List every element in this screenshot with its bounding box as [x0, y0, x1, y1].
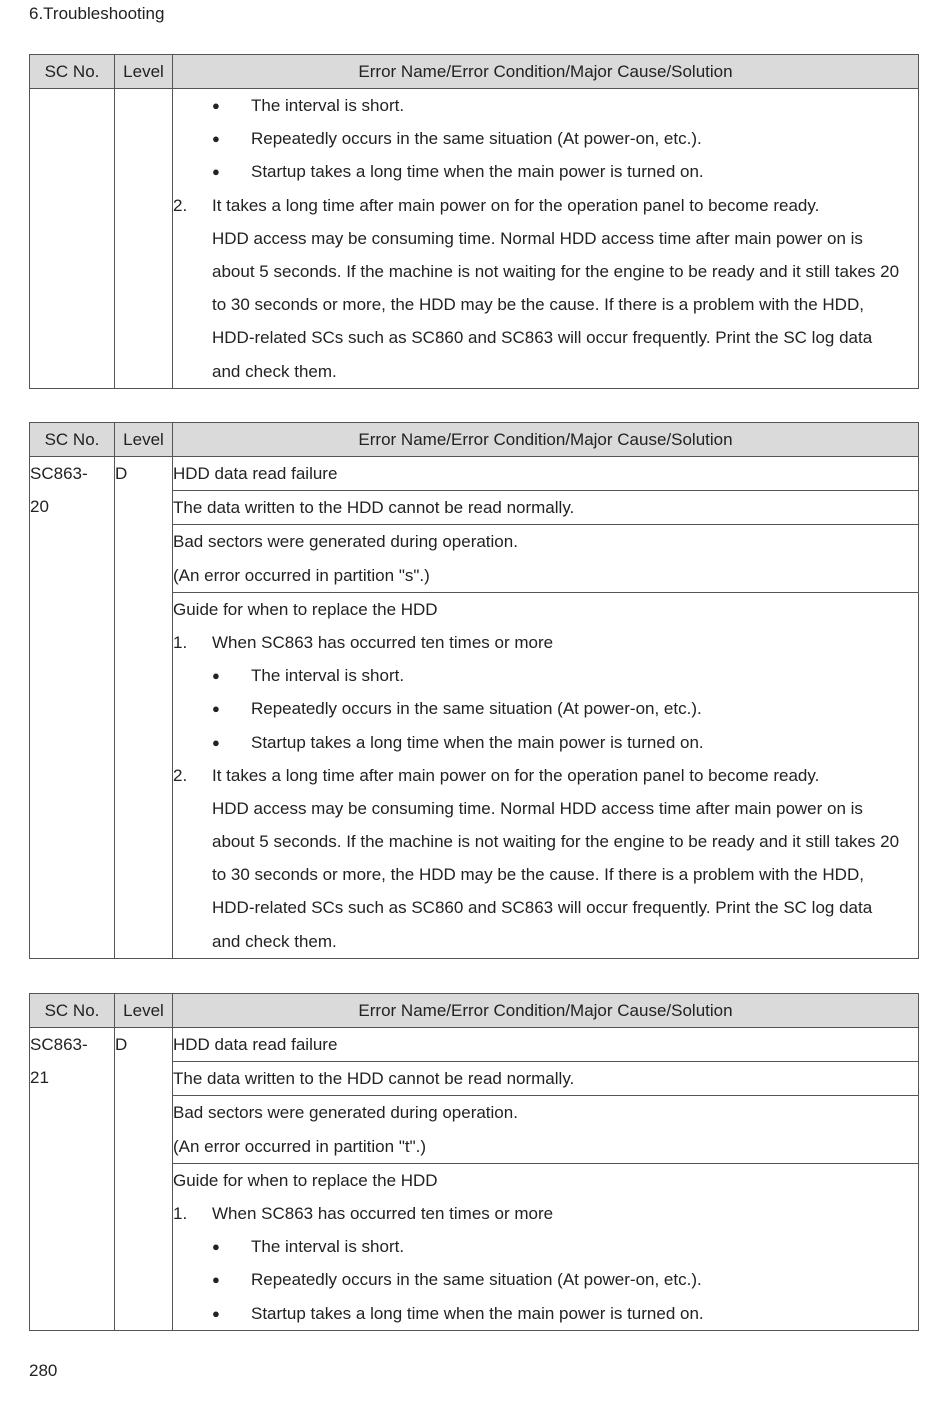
col-header-sc-no: SC No.	[30, 423, 115, 457]
error-name-cell: HDD data read failure	[173, 457, 919, 491]
numbered-item: 2. It takes a long time after main power on for the operation panel to become ready.	[173, 195, 820, 215]
detail-line: to 30 seconds or more, the HDD may be the cause. If there is a problem with the HDD,	[212, 865, 864, 885]
table-row	[30, 89, 919, 389]
col-header-level: Level	[115, 423, 173, 457]
sc-no-cell: SC863- 21	[30, 1028, 115, 1331]
bullet-icon: ●	[212, 1239, 220, 1255]
sc-table-continued	[29, 54, 919, 389]
section-title: 6.Troubleshooting	[29, 4, 165, 23]
list-item: ● The interval is short.	[173, 659, 918, 692]
col-header-description: Error Name/Error Condition/Major Cause/Solution	[173, 423, 919, 457]
list-item: ● The interval is short.	[173, 89, 918, 122]
level-cell: D	[115, 1028, 173, 1331]
sc-no-cell	[30, 89, 115, 389]
detail-line: about 5 seconds. If the machine is not waiting for the engine to be ready and it still takes 20	[212, 832, 900, 852]
bullet-icon: ●	[212, 98, 220, 113]
col-header-level: Level	[115, 994, 173, 1028]
solution-cell	[173, 1163, 919, 1330]
solution-cell	[173, 592, 919, 958]
detail-line: HDD access may be consuming time. Normal HDD access time after main power on is	[212, 798, 863, 818]
table-row	[30, 1028, 919, 1062]
cause-cell: Bad sectors were generated during operation. (An error occurred in partition "s".)	[173, 525, 919, 592]
list-item: ● Repeatedly occurs in the same situation (At power-on, etc.).	[173, 122, 918, 155]
bullet-icon: ●	[212, 1305, 220, 1321]
condition-cell: The data written to the HDD cannot be read normally.	[173, 1062, 919, 1096]
guide-title: Guide for when to replace the HDD	[173, 599, 438, 619]
bullet-icon: ●	[212, 701, 220, 717]
numbered-item: 1. When SC863 has occurred ten times or more	[173, 632, 554, 652]
detail-line: HDD access may be consuming time. Normal HDD access time after main power on is	[212, 228, 863, 248]
list-item: ● Startup takes a long time when the main power is turned on.	[173, 1297, 918, 1330]
col-header-level: Level	[115, 55, 173, 89]
list-item: ● Startup takes a long time when the main power is turned on.	[173, 155, 918, 188]
table-header-row	[30, 994, 919, 1028]
list-item: ● Repeatedly occurs in the same situation (At power-on, etc.).	[173, 692, 918, 725]
sc-no-cell: SC863- 20	[30, 457, 115, 959]
detail-line: and check them.	[212, 931, 337, 951]
detail-line: HDD-related SCs such as SC860 and SC863 will occur frequently. Print the SC log data	[212, 328, 873, 348]
list-item: ● The interval is short.	[173, 1230, 918, 1263]
bullet-icon: ●	[212, 734, 220, 750]
bullet-icon: ●	[212, 131, 220, 147]
table-row	[30, 457, 919, 491]
list-item: ● Repeatedly occurs in the same situation (At power-on, etc.).	[173, 1263, 918, 1296]
description-cell	[173, 89, 919, 389]
condition-cell: The data written to the HDD cannot be read normally.	[173, 491, 919, 525]
page-number: 280	[29, 1361, 58, 1380]
level-cell: D	[115, 457, 173, 959]
detail-line: and check them.	[212, 361, 337, 381]
cause-cell: Bad sectors were generated during operation. (An error occurred in partition "t".)	[173, 1096, 919, 1163]
numbered-item: 1. When SC863 has occurred ten times or more	[173, 1203, 554, 1223]
table-header-row	[30, 423, 919, 457]
level-cell	[115, 89, 173, 389]
table-header-row	[30, 55, 919, 89]
col-header-description: Error Name/Error Condition/Major Cause/Solution	[173, 994, 919, 1028]
sc-table-sc863-21	[29, 993, 919, 1331]
list-item: ● Startup takes a long time when the main power is turned on.	[173, 726, 918, 759]
detail-line: about 5 seconds. If the machine is not waiting for the engine to be ready and it still takes 20	[212, 261, 900, 281]
bullet-icon: ●	[212, 1272, 220, 1288]
detail-line: to 30 seconds or more, the HDD may be the cause. If there is a problem with the HDD,	[212, 295, 864, 315]
detail-line: HDD-related SCs such as SC860 and SC863 will occur frequently. Print the SC log data	[212, 898, 873, 918]
error-name-cell: HDD data read failure	[173, 1028, 919, 1062]
bullet-icon: ●	[212, 164, 220, 180]
col-header-sc-no: SC No.	[30, 994, 115, 1028]
col-header-sc-no: SC No.	[30, 55, 115, 89]
guide-title: Guide for when to replace the HDD	[173, 1170, 438, 1190]
col-header-description: Error Name/Error Condition/Major Cause/Solution	[173, 55, 919, 89]
bullet-icon: ●	[212, 668, 220, 684]
numbered-item: 2. It takes a long time after main power on for the operation panel to become ready.	[173, 765, 820, 785]
sc-table-sc863-20	[29, 422, 919, 959]
